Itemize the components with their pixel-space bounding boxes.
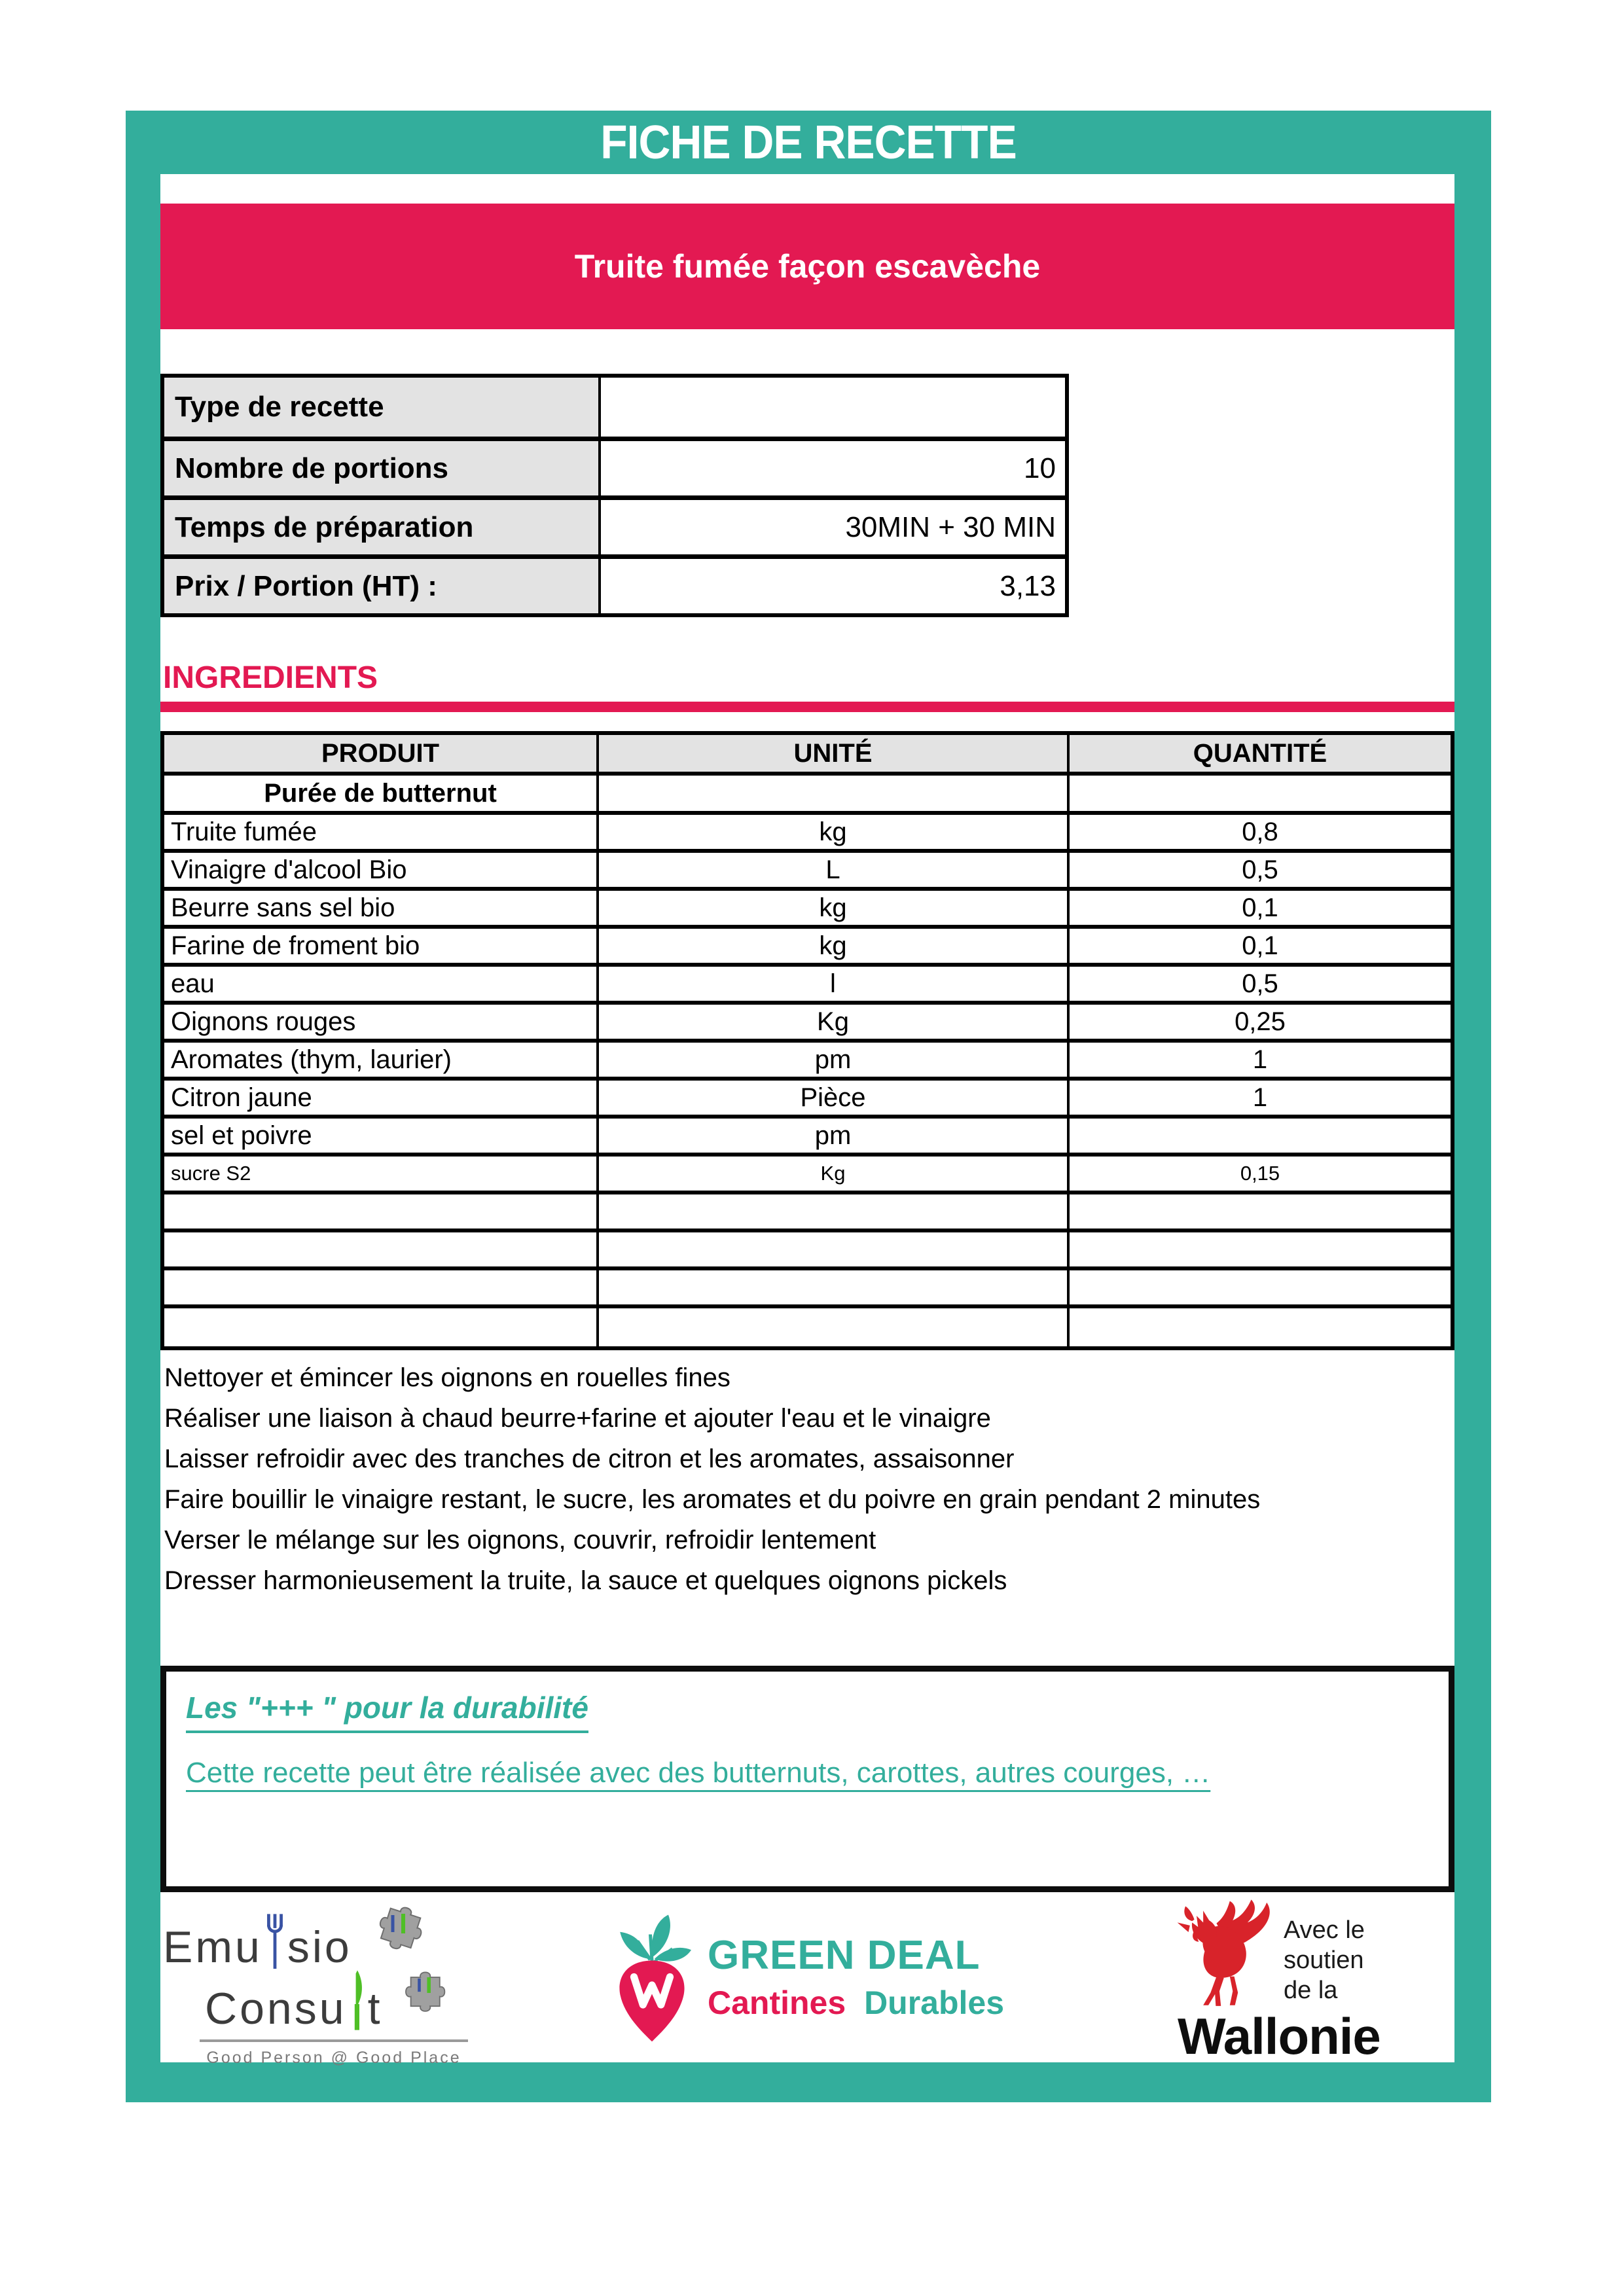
cell-produit: Beurre sans sel bio <box>164 891 599 929</box>
cell-quantite: 0,5 <box>1070 967 1451 1005</box>
recipe-title: Truite fumée façon escavèche <box>574 248 1041 285</box>
emulsio-text-post: sio <box>287 1922 352 1973</box>
cell-quantite: 1 <box>1070 1043 1451 1081</box>
cell-unite: pm <box>599 1119 1070 1157</box>
ingredients-table <box>160 731 1454 1350</box>
cell-produit: sucre S2 <box>164 1157 599 1194</box>
wallonie-top-row <box>1174 1899 1435 2011</box>
emulsio-wordmark-line1 <box>163 1903 503 1973</box>
rooster-icon <box>1174 1899 1277 2011</box>
cell-produit: Citron jaune <box>164 1081 599 1119</box>
puzzle-icon <box>393 1970 453 2030</box>
ingredients-heading: INGREDIENTS <box>163 660 378 695</box>
cell-unite: L <box>599 853 1070 891</box>
cell-quantite: 0,5 <box>1070 853 1451 891</box>
green-deal-text <box>708 1932 1004 2022</box>
durability-box <box>160 1666 1454 1892</box>
cell-quantite: 0,25 <box>1070 1005 1451 1043</box>
info-value-type <box>601 378 1065 437</box>
empty-row-cell <box>1070 1232 1451 1270</box>
wallonie-logo <box>1174 1899 1435 2066</box>
wallonie-support-text <box>1284 1915 1365 2005</box>
cell-produit: Farine de froment bio <box>164 929 599 967</box>
pink-divider <box>160 702 1454 712</box>
wallonie-name: Wallonie <box>1178 2007 1380 2065</box>
support-line: soutien <box>1284 1946 1364 1974</box>
cell-unite: kg <box>599 929 1070 967</box>
instruction-step: Réaliser une liaison à chaud beurre+farine et ajouter l'eau et le vinaigre <box>164 1403 991 1433</box>
empty-row-cell <box>599 1194 1070 1232</box>
info-value-temps: 30MIN + 30 MIN <box>601 495 1065 554</box>
emulsio-tagline: Good Person @ Good Place <box>206 2049 461 2067</box>
cell-quantite: 0,1 <box>1070 891 1451 929</box>
durability-note: Cette recette peut être réalisée avec des butternuts, carottes, autres courges, … <box>186 1757 1211 1789</box>
footer-logos <box>160 1899 1454 2067</box>
cell-produit: Truite fumée <box>164 815 599 853</box>
cell-quantite <box>1070 1119 1451 1157</box>
content-area <box>160 174 1454 2067</box>
cell-unite: pm <box>599 1043 1070 1081</box>
emulsio-divider-line <box>200 2039 468 2042</box>
instruction-step: Faire bouillir le vinaigre restant, le sucre, les aromates et du poivre en grain pendant 2 minutes <box>164 1484 1261 1514</box>
instruction-step: Dresser harmonieusement la truite, la sauce et quelques oignons pickels <box>164 1566 1007 1595</box>
empty-row-cell <box>164 1194 599 1232</box>
consult-text-pre: Consu <box>205 1984 347 2034</box>
emulsio-text-pre: Emu <box>163 1922 262 1973</box>
empty-row-cell <box>164 1232 599 1270</box>
cell-unite: Kg <box>599 1005 1070 1043</box>
group-header: Purée de butternut <box>164 776 599 815</box>
support-line: de la <box>1284 1977 1338 2004</box>
info-value-portions: 10 <box>601 437 1065 495</box>
cell-unite: kg <box>599 891 1070 929</box>
recipe-banner <box>160 204 1454 329</box>
durability-title: Les "+++ " pour la durabilité <box>186 1690 588 1733</box>
cell-produit: Vinaigre d'alcool Bio <box>164 853 599 891</box>
cell-quantite: 1 <box>1070 1081 1451 1119</box>
empty-row-cell <box>164 1270 599 1308</box>
group-header-qty <box>1070 776 1451 815</box>
cell-quantite: 0,15 <box>1070 1157 1451 1194</box>
header-band <box>126 111 1491 174</box>
emulsio-consult-logo <box>163 1903 503 2068</box>
empty-row-cell <box>599 1232 1070 1270</box>
instructions-block <box>164 1357 1447 1601</box>
cell-produit: sel et poivre <box>164 1119 599 1157</box>
info-value-prix: 3,13 <box>601 554 1065 613</box>
green-deal-logo <box>603 1910 1004 2044</box>
puzzle-icon <box>363 1903 428 1969</box>
empty-row-cell <box>1070 1194 1451 1232</box>
cell-produit: Oignons rouges <box>164 1005 599 1043</box>
green-deal-title: GREEN DEAL <box>708 1933 981 1978</box>
cell-unite: kg <box>599 815 1070 853</box>
empty-row-cell <box>1070 1270 1451 1308</box>
durables-label: Durables <box>864 1984 1005 2021</box>
knife-icon <box>350 1970 365 2030</box>
green-deal-subtitle <box>708 1984 1004 2022</box>
page-title: FICHE DE RECETTE <box>600 116 1017 169</box>
col-header-unite: UNITÉ <box>599 735 1070 776</box>
fork-icon <box>265 1912 285 1969</box>
info-label-prix: Prix / Portion (HT) : <box>164 554 601 613</box>
instruction-step: Nettoyer et émincer les oignons en rouelles fines <box>164 1363 731 1392</box>
instruction-step: Laisser refroidir avec des tranches de citron et les aromates, assaisonner <box>164 1444 1015 1473</box>
info-label-type: Type de recette <box>164 378 601 437</box>
support-line: Avec le <box>1284 1916 1365 1944</box>
cell-unite: l <box>599 967 1070 1005</box>
col-header-quantite: QUANTITÉ <box>1070 735 1451 776</box>
info-label-portions: Nombre de portions <box>164 437 601 495</box>
empty-row-cell <box>164 1308 599 1346</box>
col-header-produit: PRODUIT <box>164 735 599 776</box>
consult-text-post: t <box>367 1984 383 2034</box>
cantines-label: Cantines <box>708 1984 846 2021</box>
cell-produit: eau <box>164 967 599 1005</box>
cell-unite: Kg <box>599 1157 1070 1194</box>
cell-quantite: 0,8 <box>1070 815 1451 853</box>
info-table <box>160 374 1069 617</box>
teal-frame <box>126 111 1491 2102</box>
empty-row-cell <box>1070 1308 1451 1346</box>
radish-icon <box>603 1910 701 2044</box>
info-label-temps: Temps de préparation <box>164 495 601 554</box>
cell-unite: Pièce <box>599 1081 1070 1119</box>
empty-row-cell <box>599 1308 1070 1346</box>
cell-quantite: 0,1 <box>1070 929 1451 967</box>
instruction-step: Verser le mélange sur les oignons, couvrir, refroidir lentement <box>164 1525 876 1554</box>
cell-produit: Aromates (thym, laurier) <box>164 1043 599 1081</box>
group-header-unit <box>599 776 1070 815</box>
emulsio-wordmark-line2 <box>205 1970 503 2034</box>
empty-row-cell <box>599 1270 1070 1308</box>
